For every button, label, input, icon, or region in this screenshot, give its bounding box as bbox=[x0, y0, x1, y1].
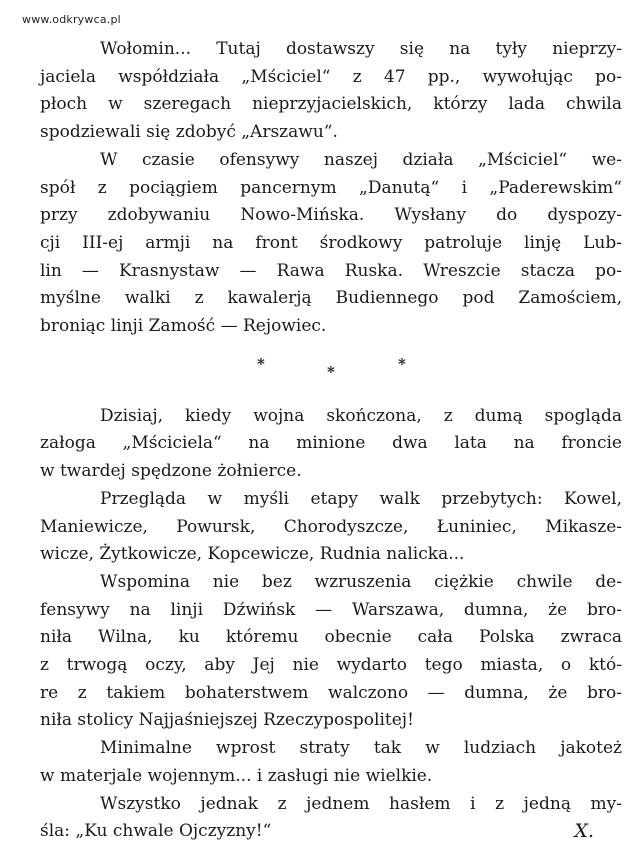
section-separator bbox=[40, 347, 622, 395]
paragraph bbox=[40, 36, 622, 147]
paragraph bbox=[40, 735, 622, 790]
text-line: Maniewicze, Powursk, Chorodyszcze, Łuniniec, Mikasze- bbox=[40, 516, 622, 537]
text-line: broniąc linji Zamość — Rejowiec. bbox=[40, 316, 327, 337]
text-line: Wołomin... Tutaj dostawszy się na tyły nieprzy- bbox=[100, 39, 622, 59]
text-line: w materjale wojennym... i zasługi nie wielkie. bbox=[40, 765, 433, 786]
document-page bbox=[40, 36, 622, 846]
text-line: re z takiem bohaterstwem walczono — dumna, że bro- bbox=[40, 682, 622, 703]
paragraph bbox=[40, 486, 622, 569]
text-line: niła stolicy Najjaśniejszej Rzeczypospolitej! bbox=[40, 710, 414, 731]
text-line: spół z pociągiem pancernym „Danutą“ i „Paderewskim“ bbox=[40, 177, 622, 198]
separator-star: * bbox=[327, 362, 335, 381]
text-line: Przegląda w myśli etapy walk przebytych: Kowel, bbox=[100, 488, 622, 509]
paragraph bbox=[40, 147, 622, 341]
separator-star: * bbox=[257, 354, 265, 373]
text-line: lin — Krasnystaw — Rawa Ruska. Wreszcie stacza po- bbox=[40, 260, 622, 281]
paragraph bbox=[40, 403, 622, 486]
text-line: z trwogą oczy, aby Jej nie wydarto tego miasta, o któ- bbox=[40, 655, 622, 676]
text-line: Dzisiaj, kiedy wojna skończona, z dumą spogląda bbox=[100, 405, 622, 426]
text-line: spodziewali się zdobyć „Arszawu“. bbox=[40, 122, 338, 143]
author-signature: X. bbox=[574, 820, 594, 843]
text-line: fensywy na linji Dźwińsk — Warszawa, dumna, że bro- bbox=[40, 599, 622, 620]
text-line: Wspomina nie bez wzruszenia ciężkie chwile de- bbox=[100, 571, 622, 592]
text-line: cji III-ej armji na front środkowy patroluje linję Lub- bbox=[40, 232, 622, 253]
text-line: Minimalne wprost straty tak w ludziach jakoteż bbox=[100, 738, 622, 759]
text-line: myślne walki z kawalerją Budiennego pod Zamościem, bbox=[40, 288, 622, 309]
text-line: płoch w szeregach nieprzyjacielskich, którzy lada chwila bbox=[40, 94, 622, 115]
text-line: niła Wilna, ku któremu obecnie cała Polska zwraca bbox=[40, 627, 622, 648]
text-line: w twardej spędzone żołnierce. bbox=[40, 461, 302, 482]
text-line: jaciela współdziała „Mściciel“ z 47 pp., wywołując po- bbox=[40, 66, 622, 87]
paragraph bbox=[40, 569, 622, 735]
text-line: W czasie ofensywy naszej działa „Mściciel“ we- bbox=[100, 149, 622, 170]
watermark: www.odkrywca.pl bbox=[22, 13, 121, 26]
closing-line bbox=[40, 818, 622, 846]
text-line: Wszystko jednak z jednem hasłem i z jedną my- bbox=[100, 793, 622, 814]
text-line: przy zdobywaniu Nowo-Mińska. Wysłany do dyspozy- bbox=[40, 205, 622, 226]
text-line: śla: „Ku chwale Ojczyzny!“ bbox=[40, 821, 272, 842]
separator-star: * bbox=[398, 354, 406, 373]
text-line: załoga „Mściciela“ na minione dwa lata na froncie bbox=[40, 433, 622, 454]
paragraph bbox=[40, 791, 622, 846]
text-line: wicze, Żytkowicze, Kopcewicze, Rudnia nalicka... bbox=[40, 544, 465, 565]
